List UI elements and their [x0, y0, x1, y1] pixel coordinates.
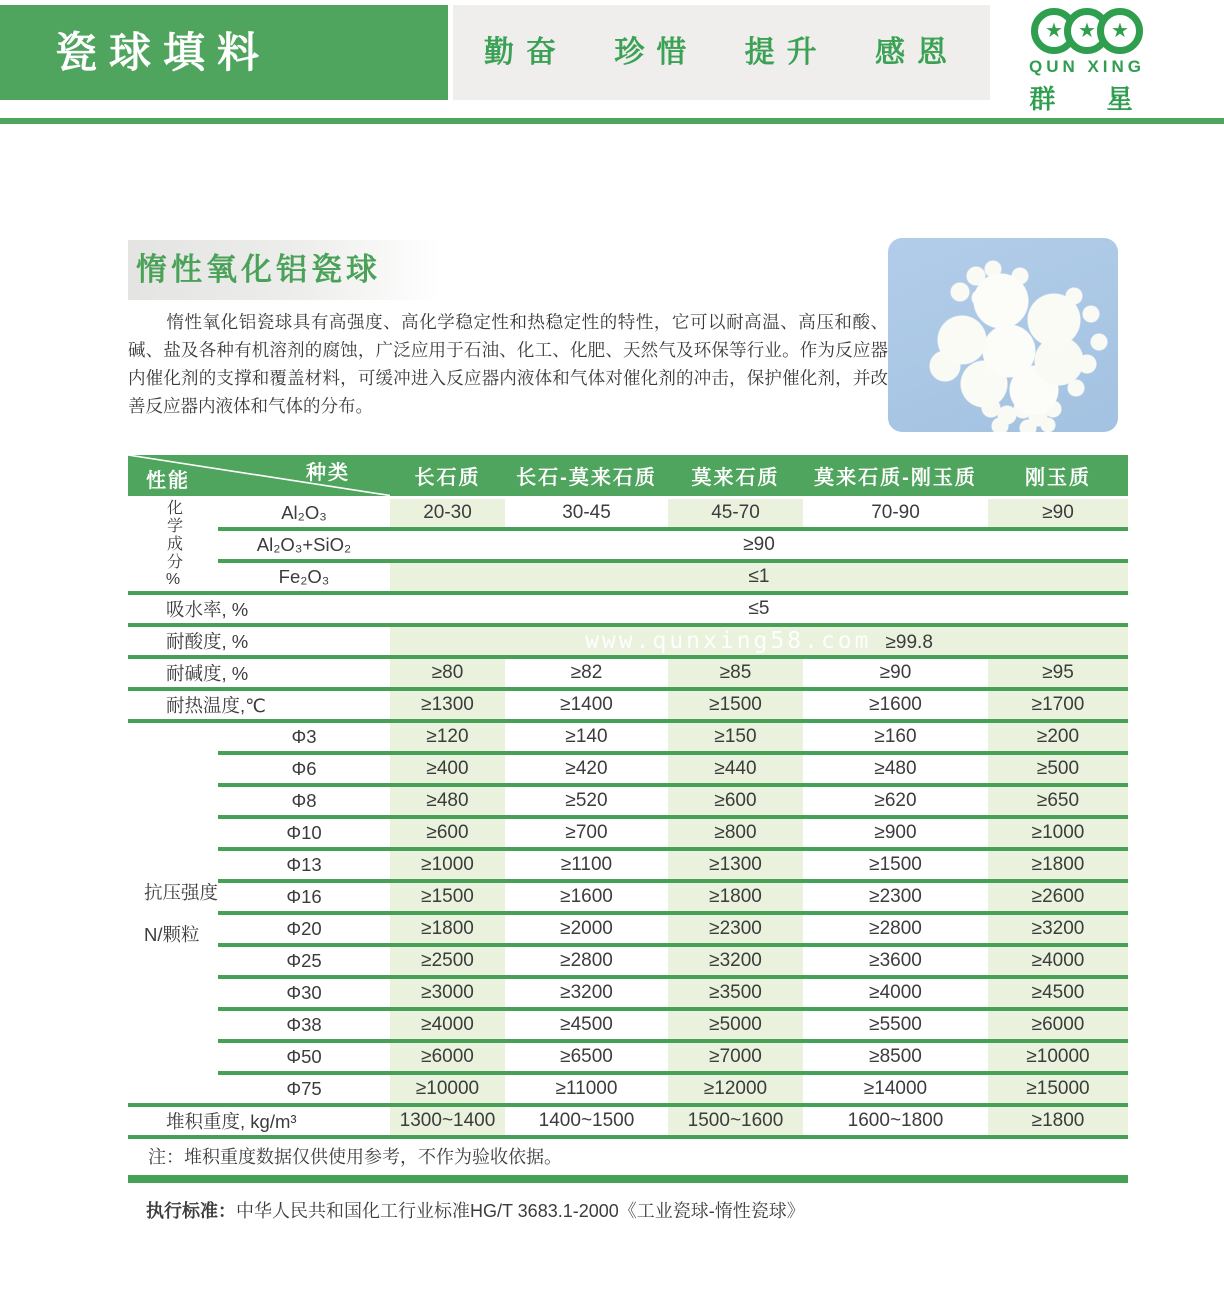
value-cell: ≥10000: [390, 1073, 505, 1105]
row-sub-label: Fe₂O₃: [218, 561, 390, 593]
value-cell: ≥4000: [803, 977, 988, 1009]
value-cell: 30-45: [505, 497, 668, 529]
row-sub-label: Φ10: [218, 817, 390, 849]
table-row: [128, 913, 1128, 945]
table-row: [128, 593, 1128, 625]
value-cell: ≥1500: [668, 689, 803, 721]
value-cell: ≥1400: [505, 689, 668, 721]
value-cell: 1300~1400: [390, 1105, 505, 1137]
row-sub-label: Φ20: [218, 913, 390, 945]
value-cell: ≥2800: [803, 913, 988, 945]
spec-table-body: [128, 497, 1128, 1137]
row-label: 堆积重度, kg/m³: [128, 1105, 390, 1137]
column-header: 长石质: [390, 455, 505, 497]
table-row: [128, 945, 1128, 977]
intro-paragraph: 惰性氧化铝瓷球具有高强度、高化学稳定性和热稳定性的特性，它可以耐高温、高压和酸、碱、盐及各种有机溶剂的腐蚀，广泛应用于石油、化工、化肥、天然气及环保等行业。作为反应器内催化剂的支撑和覆盖材料，可缓冲进入反应器内液体和气体对催化剂的冲击，保护催化剂，并改善反应器内液体和气体的分布。: [128, 312, 888, 416]
value-cell: ≥4500: [505, 1009, 668, 1041]
value-cell: ≥15000: [988, 1073, 1128, 1105]
value-cell: ≥4500: [988, 977, 1128, 1009]
value-cell: ≥150: [668, 721, 803, 753]
table-row: [128, 881, 1128, 913]
value-cell: ≥5000: [668, 1009, 803, 1041]
value-cell: ≥82: [505, 657, 668, 689]
span-value-text: ≤5: [748, 598, 770, 619]
value-cell: ≥3500: [668, 977, 803, 1009]
corner-label-performance: 性能: [146, 469, 190, 492]
column-header: 刚玉质: [988, 455, 1128, 497]
spec-table: [128, 455, 1128, 1139]
row-sub-label: Φ16: [218, 881, 390, 913]
star-icon: ★: [1045, 20, 1063, 42]
table-row: [128, 977, 1128, 1009]
value-cell: ≥650: [988, 785, 1128, 817]
value-cell: 1400~1500: [505, 1105, 668, 1137]
value-cell: ≥140: [505, 721, 668, 753]
row-sub-label: Φ8: [218, 785, 390, 817]
value-cell: ≥1800: [988, 1105, 1128, 1137]
green-divider: [0, 118, 1224, 124]
value-cell: ≥480: [803, 753, 988, 785]
table-row: [128, 1073, 1128, 1105]
table-row: [128, 849, 1128, 881]
value-cell: ≥1100: [505, 849, 668, 881]
value-cell: ≥80: [390, 657, 505, 689]
table-row: [128, 753, 1128, 785]
star-icon: ★: [1111, 20, 1129, 42]
logo-text-cn: 群 星: [1029, 84, 1155, 114]
value-cell: ≥200: [988, 721, 1128, 753]
row-label: 耐热温度,℃: [128, 689, 390, 721]
standard-label: 执行标准：: [146, 1201, 236, 1221]
logo-text-en: QUN XING: [1028, 57, 1146, 76]
logo-rings-icon: [1002, 8, 1172, 54]
column-header: 莫来石质: [668, 455, 803, 497]
value-cell: ≥2300: [668, 913, 803, 945]
value-cell: ≥440: [668, 753, 803, 785]
value-cell: ≥90: [988, 497, 1128, 529]
value-cell: 45-70: [668, 497, 803, 529]
value-cell: ≥1600: [803, 689, 988, 721]
row-sub-label: Φ30: [218, 977, 390, 1009]
value-cell: ≥2500: [390, 945, 505, 977]
value-cell: ≥1300: [668, 849, 803, 881]
value-cell: ≥520: [505, 785, 668, 817]
value-cell: ≥600: [668, 785, 803, 817]
standard-line: [128, 1197, 1128, 1223]
value-cell: ≥1600: [505, 881, 668, 913]
value-cell: ≥120: [390, 721, 505, 753]
value-cell: ≥420: [505, 753, 668, 785]
spec-table-wrap: [128, 455, 1128, 1223]
value-cell: ≥12000: [668, 1073, 803, 1105]
value-cell: ≥5500: [803, 1009, 988, 1041]
span-value-cell: [390, 593, 1128, 625]
value-cell: ≥400: [390, 753, 505, 785]
span-value-cell: [390, 529, 1128, 561]
value-cell: ≥3200: [988, 913, 1128, 945]
table-row: [128, 657, 1128, 689]
value-cell: ≥620: [803, 785, 988, 817]
value-cell: ≥1800: [390, 913, 505, 945]
table-row: [128, 625, 1128, 657]
value-cell: ≥6000: [390, 1041, 505, 1073]
table-row: [128, 561, 1128, 593]
value-cell: ≥1000: [988, 817, 1128, 849]
value-cell: 20-30: [390, 497, 505, 529]
value-cell: ≥7000: [668, 1041, 803, 1073]
value-cell: ≥900: [803, 817, 988, 849]
value-cell: ≥2000: [505, 913, 668, 945]
value-cell: ≥1500: [803, 849, 988, 881]
row-label: 耐碱度, %: [128, 657, 390, 689]
span-value-cell: [390, 625, 1128, 657]
section-title: 惰性氧化铝瓷球: [136, 252, 381, 287]
value-cell: ≥800: [668, 817, 803, 849]
standard-text: 中华人民共和国化工行业标准HG/T 3683.1-2000《工业瓷球-惰性瓷球》: [236, 1201, 805, 1221]
value-cell: ≥600: [390, 817, 505, 849]
value-cell: 1500~1600: [668, 1105, 803, 1137]
company-logo: [1002, 8, 1172, 116]
value-cell: ≥480: [390, 785, 505, 817]
value-cell: ≥11000: [505, 1073, 668, 1105]
value-cell: ≥1800: [988, 849, 1128, 881]
value-cell: ≥500: [988, 753, 1128, 785]
page-title: 瓷球填料: [55, 29, 272, 76]
table-row: [128, 817, 1128, 849]
table-row: [128, 1105, 1128, 1137]
value-cell: ≥6000: [988, 1009, 1128, 1041]
value-cell: ≥90: [803, 657, 988, 689]
strength-group-label: [128, 721, 218, 1105]
value-cell: ≥8500: [803, 1041, 988, 1073]
value-cell: ≥85: [668, 657, 803, 689]
value-cell: ≥95: [988, 657, 1128, 689]
row-sub-label: Al₂O₃+SiO₂: [218, 529, 390, 561]
value-cell: 70-90: [803, 497, 988, 529]
row-sub-label: Φ25: [218, 945, 390, 977]
motto-text: 勤奋 珍惜 提升 感恩: [483, 36, 959, 69]
corner-label-type: 种类: [306, 462, 350, 484]
product-image: [888, 238, 1118, 432]
chem-group-label: [128, 497, 218, 593]
table-row: [128, 785, 1128, 817]
table-header-row: [128, 455, 1128, 497]
value-cell: ≥1700: [988, 689, 1128, 721]
value-cell: ≥2800: [505, 945, 668, 977]
table-row: [128, 721, 1128, 753]
value-cell: ≥2600: [988, 881, 1128, 913]
note-text: 注：堆积重度数据仅供使用参考，不作为验收依据。: [128, 1139, 1128, 1175]
motto-band: [453, 5, 990, 100]
row-sub-label: Φ75: [218, 1073, 390, 1105]
table-row: [128, 529, 1128, 561]
value-cell: ≥1500: [390, 881, 505, 913]
row-sub-label: Φ3: [218, 721, 390, 753]
value-cell: ≥4000: [988, 945, 1128, 977]
value-cell: ≥14000: [803, 1073, 988, 1105]
span-value-cell: [390, 561, 1128, 593]
strength-group-label-line2: N/颗粒: [144, 924, 200, 945]
value-cell: ≥3600: [803, 945, 988, 977]
row-sub-label: Φ38: [218, 1009, 390, 1041]
row-label: 吸水率, %: [128, 593, 390, 625]
section-title-block: [128, 240, 440, 300]
row-sub-label: Φ13: [218, 849, 390, 881]
table-row: [128, 1009, 1128, 1041]
value-cell: ≥1300: [390, 689, 505, 721]
logo-ring-icon: [1097, 8, 1143, 54]
value-cell: ≥3000: [390, 977, 505, 1009]
value-cell: ≥6500: [505, 1041, 668, 1073]
corner-cell: [128, 455, 390, 497]
banner-title-block: [0, 5, 448, 100]
table-row: [128, 1041, 1128, 1073]
row-sub-label: Φ6: [218, 753, 390, 785]
value-cell: 1600~1800: [803, 1105, 988, 1137]
bottom-green-bar: [128, 1175, 1128, 1183]
value-cell: ≥4000: [390, 1009, 505, 1041]
row-sub-label: Al₂O₃: [218, 497, 390, 529]
span-value-text: ≥99.8: [885, 632, 933, 653]
value-cell: ≥3200: [505, 977, 668, 1009]
value-cell: ≥10000: [988, 1041, 1128, 1073]
value-cell: ≥700: [505, 817, 668, 849]
column-header: 长石-莫来石质: [505, 455, 668, 497]
table-row: [128, 689, 1128, 721]
star-icon: ★: [1078, 20, 1096, 42]
value-cell: ≥3200: [668, 945, 803, 977]
chem-group-label-text: 化学成分%: [164, 499, 182, 591]
watermark: www.qunxing58.com: [585, 628, 872, 654]
value-cell: ≥160: [803, 721, 988, 753]
strength-group-label-line1: 抗压强度: [144, 882, 219, 903]
value-cell: ≥1800: [668, 881, 803, 913]
span-value-text: ≤1: [748, 566, 770, 587]
value-cell: ≥2300: [803, 881, 988, 913]
column-header: 莫来石质-刚玉质: [803, 455, 988, 497]
value-cell: ≥1000: [390, 849, 505, 881]
row-label: 耐酸度, %: [128, 625, 390, 657]
row-sub-label: Φ50: [218, 1041, 390, 1073]
table-row: [128, 497, 1128, 529]
span-value-text: ≥90: [743, 534, 775, 555]
